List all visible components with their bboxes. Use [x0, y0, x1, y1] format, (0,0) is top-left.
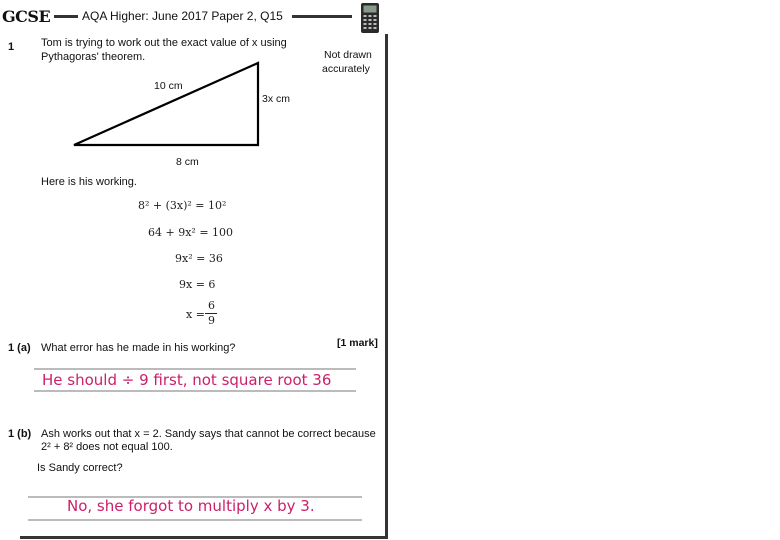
hypotenuse-label: 10 cm — [154, 80, 183, 92]
working-intro: Here is his working. — [41, 176, 137, 188]
brand-logo: GCSE — [2, 7, 51, 26]
part-a-marks: [1 mark] — [337, 337, 378, 349]
question-line-2: Pythagoras' theorem. — [41, 51, 146, 63]
working-line-1: 8² + (3x)² = 10² — [138, 199, 227, 212]
working-line-5: x = — [186, 308, 205, 321]
answer-b-text[interactable]: No, she forgot to multiply x by 3. — [67, 497, 315, 515]
not-drawn-note-1: Not drawn — [324, 49, 372, 61]
fraction-numerator: 6 — [208, 299, 215, 312]
answer-a-text[interactable]: He should ÷ 9 first, not square root 36 — [42, 371, 332, 389]
frame-bottom-edge — [20, 536, 388, 539]
not-drawn-note-2: accurately — [322, 63, 370, 75]
page-title: AQA Higher: June 2017 Paper 2, Q15 — [82, 9, 283, 23]
part-b-line-1: Ash works out that x = 2. Sandy says that cannot be correct because — [41, 428, 376, 440]
fraction-denominator: 9 — [208, 314, 215, 327]
answer-a-line-bottom — [34, 390, 356, 392]
working-line-3: 9x² = 36 — [175, 252, 223, 265]
answer-a-line-top — [34, 368, 356, 370]
part-b-line-2: 2² + 8² does not equal 100. — [41, 441, 173, 453]
question-line-1: Tom is trying to work out the exact value of x using — [41, 37, 287, 49]
vertical-side-label: 3x cm — [262, 93, 291, 105]
answer-b-line-bottom — [28, 519, 362, 521]
base-label: 8 cm — [176, 156, 199, 168]
working-line-2: 64 + 9x² = 100 — [148, 226, 234, 239]
working-line-4: 9x = 6 — [179, 278, 216, 291]
triangle-diagram — [0, 0, 388, 200]
part-a-prompt: What error has he made in his working? — [41, 342, 236, 354]
part-a-label: 1 (a) — [8, 342, 31, 354]
part-b-prompt: Is Sandy correct? — [37, 462, 123, 474]
part-b-label: 1 (b) — [8, 428, 32, 440]
question-number: 1 — [8, 41, 15, 53]
